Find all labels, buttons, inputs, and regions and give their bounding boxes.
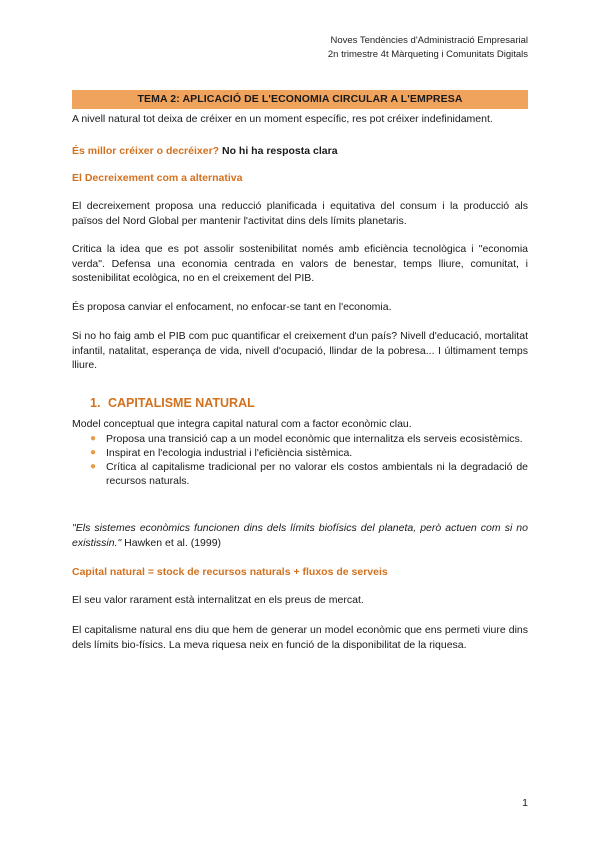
question-label: És millor créixer o decréixer? [72, 145, 220, 157]
question-answer: No hi ha resposta clara [219, 145, 338, 157]
list-item: ● Proposa una transició cap a un model econòmic que internalitza els serveis ecosistèmics. [90, 433, 523, 445]
heading-text: CAPITALISME NATURAL [108, 396, 255, 410]
paragraph-capitalisme: El capitalisme natural ens diu que hem de generar un model econòmic que ens permeti viure dins dels límits bio-físics. La meva riquesa neix en funció de la disponibilitat de la riquesa. [72, 624, 528, 651]
page-number: 1 [522, 797, 528, 809]
paragraph-enfocament: És proposa canviar el enfocament, no enfocar-se tant en l'economia. [72, 301, 392, 313]
heading-capitalisme-natural [90, 396, 255, 410]
bullet-dot-icon: ● [90, 447, 97, 458]
section-decreixement: El Decreixement com a alternativa [72, 172, 243, 184]
paragraph-pib: Si no ho faig amb el PIB com puc quantificar el creixement d'un país? Nivell d'educació, mortalitat infantil, natalitat, esperança de vida, nivell d'ocupació, llindar de la pobresa... I últimament temps lliure. [72, 330, 528, 371]
quote-paragraph [72, 521, 528, 550]
list-item: ● Crítica al capitalisme tradicional per no valorar els costos ambientals ni la degradació de recursos naturals. [90, 461, 528, 487]
paragraph-valor: El seu valor rarament està internalitzat en els preus de mercat. [72, 594, 364, 606]
capital-formula: Capital natural = stock de recursos naturals + fluxos de serveis [72, 566, 388, 578]
model-paragraph: Model conceptual que integra capital natural com a factor econòmic clau. [72, 418, 412, 430]
header-term: 2n trimestre 4t Màrqueting i Comunitats Digitals [327, 49, 528, 60]
bullet-dot-icon: ● [90, 461, 97, 472]
paragraph-decreixement: El decreixement proposa una reducció planificada i equitativa del consum i la producció als països del Nord Global per mantenir l'activitat dins dels límits planetaris. [72, 200, 528, 227]
paragraph-critica: Critica la idea que es pot assolir sostenibilitat només amb eficiència tecnològica i "economia verda". Defensa una economia centrada en valors de benestar, temps lliure, comunitat, i sostenibilitat ecològica, no en el creixement del PIB. [72, 243, 528, 284]
topic-title: TEMA 2: APLICACIÓ DE L'ECONOMIA CIRCULAR A L'EMPRESA [72, 90, 528, 109]
intro-paragraph: A nivell natural tot deixa de créixer en un moment específic, res pot créixer indefinidament. [72, 113, 493, 125]
bullet-dot-icon: ● [90, 433, 97, 444]
heading-number: 1. [90, 396, 101, 410]
bullet-list [72, 432, 528, 488]
page-header [328, 34, 528, 62]
header-course: Noves Tendències d'Administració Empresarial [330, 35, 528, 46]
quote-source: Hawken et al. (1999) [121, 536, 222, 549]
question-line [72, 144, 528, 159]
list-item: ● Inspirat en l'ecologia industrial i l'eficiència sistèmica. [90, 447, 353, 459]
quote-text: "Els sistemes econòmics funcionen dins dels límits biofísics del planeta, però actuen com si no existissin." [72, 522, 528, 549]
